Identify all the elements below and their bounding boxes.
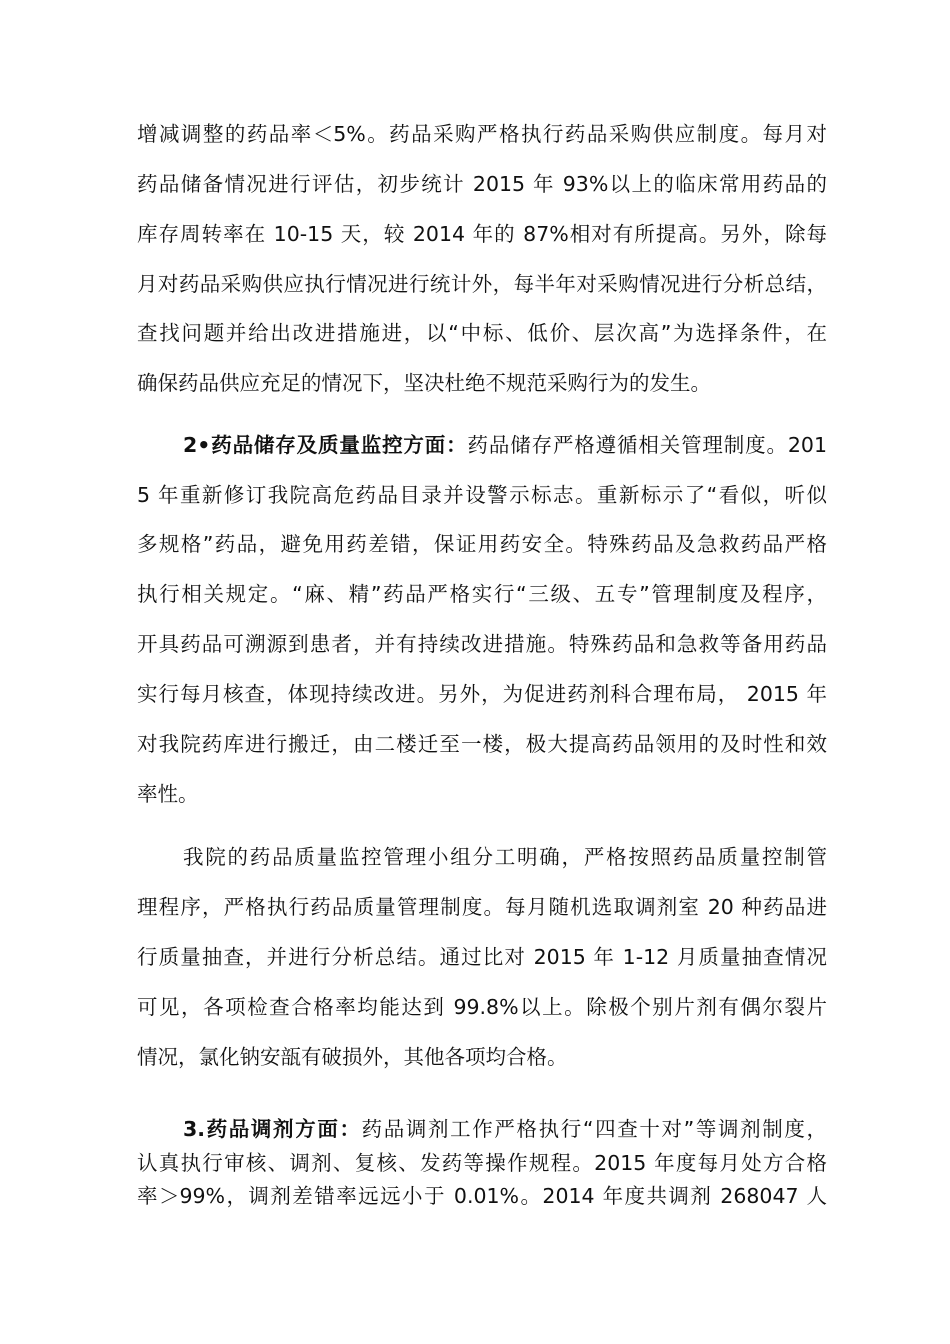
text-line: 增减调整的药品率＜5%。药品采购严格执行药品采购供应制度。每月对 [137, 122, 827, 146]
text-line: 情况，氯化钠安瓿有破损外，其他各项均合格。 [137, 1045, 568, 1069]
section-heading: 3.药品调剂方面： [183, 1117, 362, 1141]
text-line: 月对药品采购供应执行情况进行统计外，每半年对采购情况进行分析总结， [137, 272, 827, 296]
text-line: 执行相关规定。“麻、精”药品严格实行“三级、五专”管理制度及程序， [137, 582, 827, 606]
text-line: 库存周转率在 10-15 天，较 2014 年的 87%相对有所提高。另外，除每 [137, 222, 827, 246]
text-line: 实行每月核查，体现持续改进。另外，为促进药剂科合理布局， 2015 年 [137, 682, 827, 706]
text-line: 认真执行审核、调剂、复核、发药等操作规程。2015 年度每月处方合格 [137, 1151, 827, 1175]
text-line: 对我院药库进行搬迁，由二楼迁至一楼，极大提高药品领用的及时性和效 [137, 732, 827, 756]
text-line: 行质量抽查，并进行分析总结。通过比对 2015 年 1-12 月质量抽查情况 [137, 945, 827, 969]
text-line [183, 431, 827, 459]
section-heading: 2•药品储存及质量监控方面： [183, 433, 468, 457]
text-span: 药品调剂工作严格执行“四查十对”等调剂制度， [361, 1117, 827, 1141]
text-line: 可见，各项检查合格率均能达到 99.8%以上。除极个别片剂有偶尔裂片 [137, 995, 827, 1019]
text-line: 率＞99%，调剂差错率远远小于 0.01%。2014 年度共调剂 268047 人 [137, 1184, 827, 1208]
text-span: 药品储存严格遵循相关管理制度。201 [467, 433, 827, 457]
text-line: 理程序，严格执行药品质量管理制度。每月随机选取调剂室 20 种药品进 [137, 895, 827, 919]
text-line: 5 年重新修订我院高危药品目录并设警示标志。重新标示了“看似，听似 [137, 483, 827, 507]
text-line: 确保药品供应充足的情况下，坚决杜绝不规范采购行为的发生。 [137, 371, 711, 395]
text-line [183, 1115, 827, 1143]
text-line: 多规格”药品，避免用药差错，保证用药安全。特殊药品及急救药品严格 [137, 532, 827, 556]
text-line: 开具药品可溯源到患者，并有持续改进措施。特殊药品和急救等备用药品 [137, 632, 827, 656]
text-line: 药品储备情况进行评估，初步统计 2015 年 93%以上的临床常用药品的 [137, 172, 827, 196]
text-line: 查找问题并给出改进措施进，以“中标、低价、层次高”为选择条件，在 [137, 321, 827, 345]
text-line: 我院的药品质量监控管理小组分工明确，严格按照药品质量控制管 [183, 845, 827, 869]
text-line: 率性。 [137, 782, 199, 806]
